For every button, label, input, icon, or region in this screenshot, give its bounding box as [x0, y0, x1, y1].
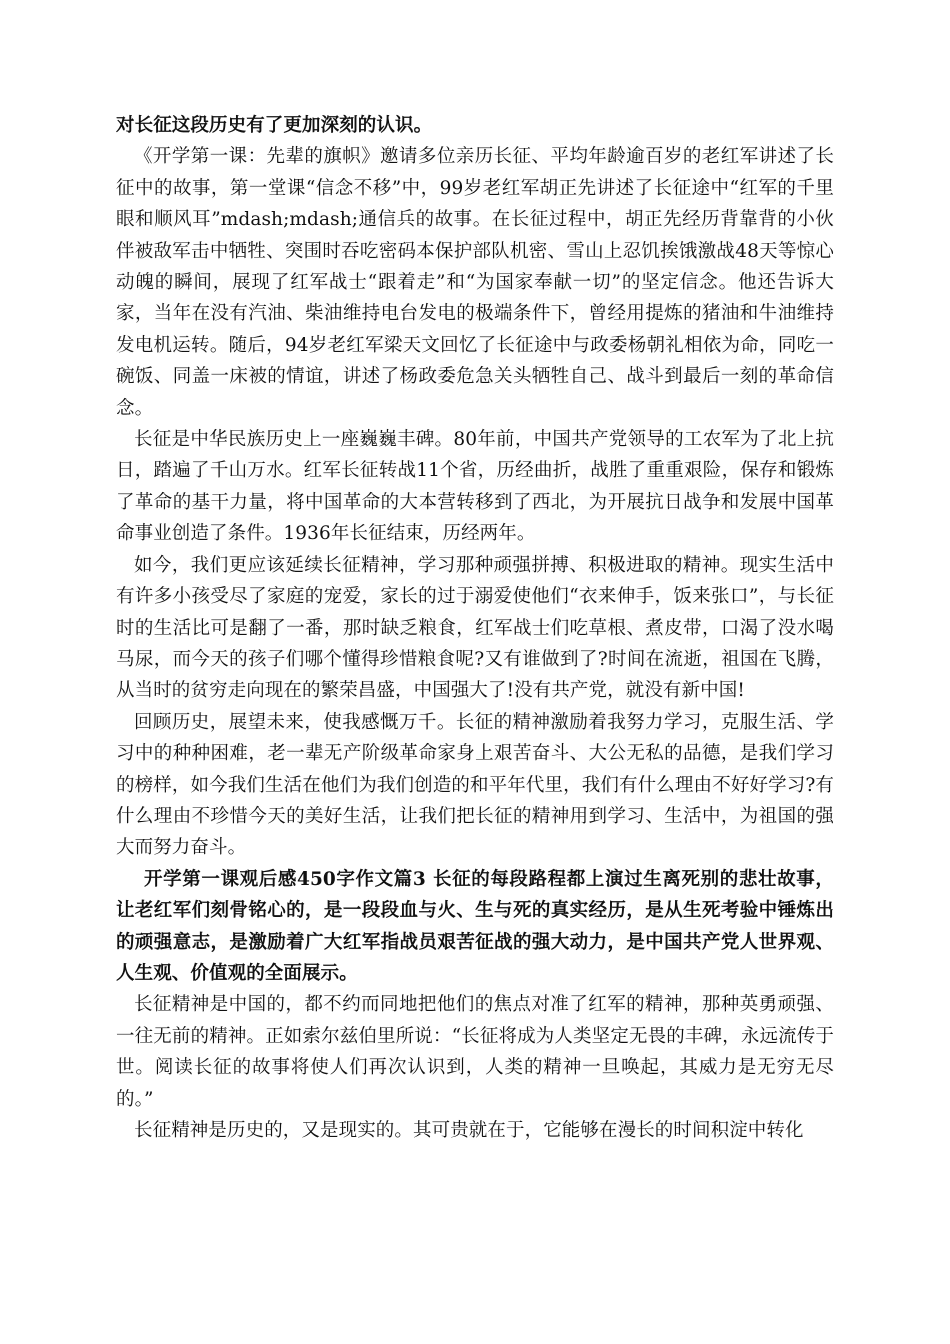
continued-paragraph: 对长征这段历史有了更加深刻的认识。: [116, 115, 433, 136]
paragraph-review-history: 回顾历史，展望未来，使我感慨万千。长征的精神激励着我努力学习，克服生活、学习中的种种困难，老一辈无产阶级革命家身上艰苦奋斗、大公无私的品德，是我们学习的榜样，如今我们生活在他们为我们创造的和平年代里，我们有什么理由不好好学习?有什么理由不珍惜今天的美好生活，让我们把长征的精神用到学习、生活中，为祖国的强大而努力奋斗。: [116, 711, 834, 859]
paragraph-continue-spirit: 如今，我们更应该延续长征精神，学习那种顽强拼搏、积极进取的精神。现实生活中有许多小孩受尽了家庭的宠爱，家长的过于溺爱使他们“衣来伸手，饭来张口”，与长征时的生活比可是翻了一番，那时缺乏粮食，红军战士们吃草根、煮皮带，口渴了没水喝马尿，而今天的孩子们哪个懂得珍惜粮食呢?又有谁做到了?时间在流逝，祖国在飞腾，从当时的贫穷走向现在的繁荣昌盛，中国强大了!没有共产党，就没有新中国!: [116, 554, 834, 702]
essay-3-heading-paragraph: 开学第一课观后感450字作文篇3 长征的每段路程都上演过生离死别的悲壮故事，让老红军们刻骨铭心的，是一段段血与火、生与死的真实经历，是从生死考验中锤炼出的顽强意志，是激励着广大红军指战员艰苦征战的强大动力，是中国共产党人世界观、人生观、价值观的全面展示。: [116, 868, 834, 984]
document-page: [116, 110, 834, 1146]
paragraph-veterans-stories: 《开学第一课：先辈的旗帜》邀请多位亲历长征、平均年龄逾百岁的老红军讲述了长征中的故事，第一堂课“信念不移”中，99岁老红军胡正先讲述了长征途中“红军的千里眼和顺风耳”mdash;mdash;通信兵的故事。在长征过程中，胡正先经历背靠背的小伙伴被敌军击中牺牲、突围时吞吃密码本保护部队机密、雪山上忍饥挨饿激战48天等惊心动魄的瞬间，展现了红军战士“跟着走”和“为国家奉献一切”的坚定信念。他还告诉大家，当年在没有汽油、柴油维持电台发电的极端条件下，曾经用提炼的猪油和牛油维持发电机运转。随后，94岁老红军梁天文回忆了长征途中与政委杨朝礼相依为命，同吃一碗饭、同盖一床被的情谊，讲述了杨政委危急关头牺牲自己、战斗到最后一刻的革命信念。: [116, 146, 834, 419]
paragraph-spirit-of-china: 长征精神是中国的，都不约而同地把他们的焦点对准了红军的精神，那种英勇顽强、一往无前的精神。正如索尔兹伯里所说：“长征将成为人类坚定无畏的丰碑，永远流传于世。阅读长征的故事将使人们再次认识到，人类的精神一旦唤起，其威力是无穷无尽的。”: [116, 994, 834, 1110]
paragraph-long-march-monument: 长征是中华民族历史上一座巍巍丰碑。80年前，中国共产党领导的工农军为了北上抗日，踏遍了千山万水。红军长征转战11个省，历经曲折，战胜了重重艰险，保存和锻炼了革命的基干力量，将中国革命的大本营转移到了西北，为开展抗日战争和发展中国革命事业创造了条件。1936年长征结束，历经两年。: [116, 429, 834, 545]
paragraph-spirit-history-reality: 长征精神是历史的，又是现实的。其可贵就在于，它能够在漫长的时间积淀中转化: [134, 1120, 804, 1141]
